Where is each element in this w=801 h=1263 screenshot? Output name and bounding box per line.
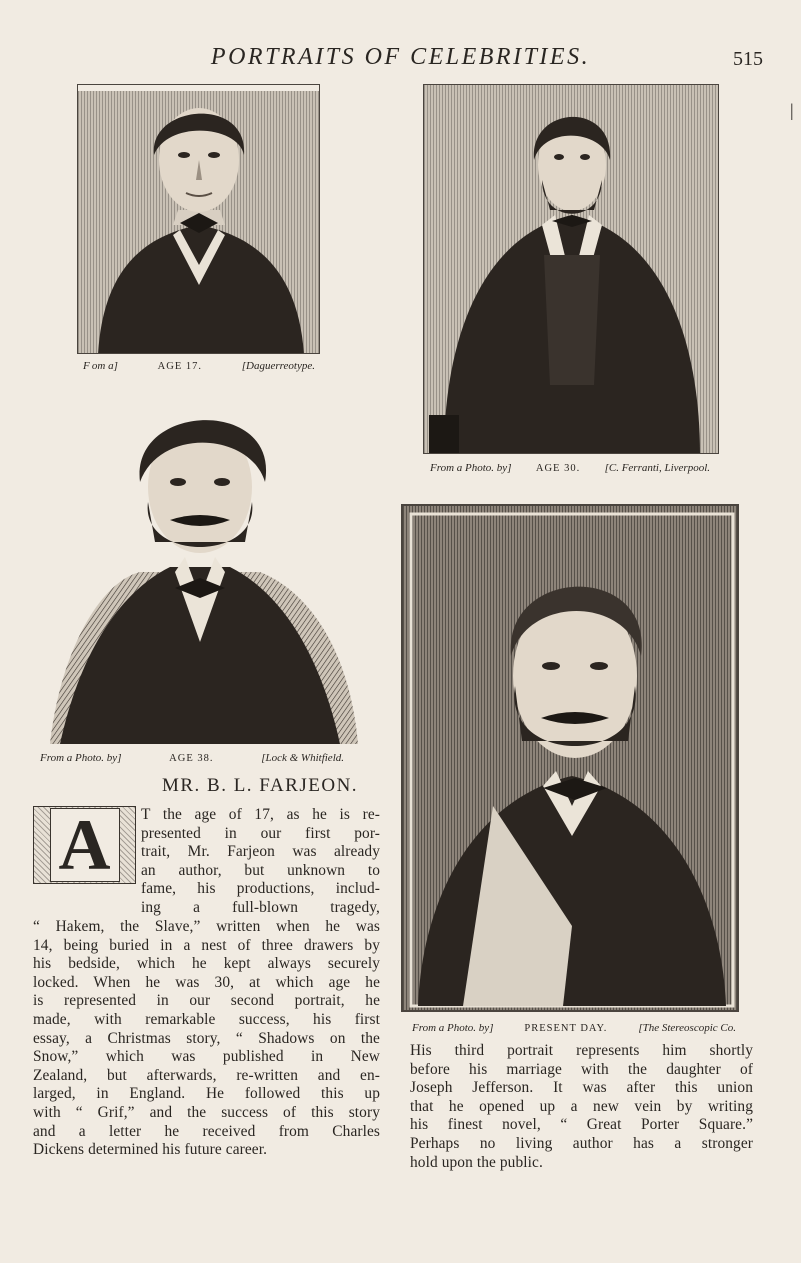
text-line: and a letter he received from Charles	[33, 1122, 380, 1140]
running-title: PORTRAITS OF CELEBRITIES.	[210, 44, 591, 70]
text-line: Snow,” which was published in New	[33, 1048, 380, 1066]
page-number: 515	[733, 48, 763, 70]
portrait-age-30	[423, 84, 719, 454]
text-line: ing a full-blown tragedy,	[141, 898, 380, 916]
credit-source: From a Photo. by]	[430, 462, 512, 474]
text-line: presented in our first por-	[141, 824, 380, 842]
credit-photographer: [C. Ferranti, Liverpool.	[604, 462, 710, 474]
text-line: His third portrait represents him shortly	[410, 1042, 753, 1059]
text-line: Joseph Jefferson. It was after this union	[410, 1079, 753, 1097]
credit-age: PRESENT DAY.	[524, 1023, 608, 1034]
text-line: Zealand, but afterwards, re-written and en-	[33, 1066, 380, 1084]
credit-source: From a Photo. by]	[40, 752, 122, 764]
caption-age-38	[40, 752, 344, 764]
portrait-present-day	[401, 504, 739, 1012]
credit-source: From a Photo. by]	[412, 1022, 494, 1034]
ornamental-drop-cap-icon	[33, 806, 136, 884]
text-line: 14, being buried in a nest of three drawers by	[33, 936, 380, 954]
text-line: fame, his productions, includ-	[141, 880, 380, 898]
caption-age-17	[83, 360, 315, 372]
portrait-engraving-icon	[403, 506, 739, 1012]
text-line: his bedside, which he kept always securely	[33, 955, 380, 973]
credit-age: AGE 38.	[169, 753, 214, 764]
text-line: with “ Grif,” and the success of this story	[33, 1103, 380, 1121]
article-body-left-full	[33, 918, 380, 1160]
text-line: Dickens determined his future career.	[33, 1141, 268, 1159]
text-line: is represented in our second portrait, he	[33, 992, 380, 1010]
portrait-engraving-icon	[78, 85, 320, 354]
portrait-age-38	[40, 392, 360, 744]
text-line: made, with remarkable success, his first	[33, 1010, 380, 1028]
text-line: his finest novel, “ Great Porter Square.”	[410, 1116, 753, 1134]
text-line: trait, Mr. Farjeon was already	[141, 843, 380, 861]
text-line: “ Hakem, the Slave,” written when he was	[33, 918, 380, 935]
text-line: essay, a Christmas story, “ Shadows on the	[33, 1029, 380, 1047]
credit-source: F om a]	[83, 360, 118, 372]
portrait-age-17	[77, 84, 320, 354]
drop-cap-letter: A	[50, 808, 120, 882]
credit-photographer: [Lock & Whitfield.	[261, 752, 344, 764]
portrait-engraving-icon	[424, 85, 719, 454]
text-line: hold upon the public.	[410, 1153, 543, 1171]
portrait-engraving-icon	[40, 392, 360, 744]
text-line: Perhaps no living author has a stronger	[410, 1134, 753, 1152]
caption-age-30	[430, 462, 710, 474]
text-line: locked. When he was 30, at which age he	[33, 973, 380, 991]
text-line: before his marriage with the daughter of	[410, 1060, 753, 1078]
credit-photographer: [Daguerreotype.	[241, 360, 315, 372]
caption-present-day	[412, 1022, 736, 1034]
credit-age: AGE 17.	[157, 361, 203, 372]
credit-age: AGE 30.	[535, 463, 581, 474]
article-body-left	[141, 806, 380, 918]
article-body-right	[410, 1042, 753, 1172]
text-line: larged, in England. He followed this up	[33, 1085, 380, 1103]
edge-mark: |	[790, 100, 794, 120]
text-line: T the age of 17, as he is re-	[141, 806, 380, 823]
text-line: that he opened up a new vein by writing	[410, 1097, 753, 1115]
credit-photographer: [The Stereoscopic Co.	[638, 1022, 736, 1034]
article-title: MR. B. L. FARJEON.	[161, 775, 359, 796]
text-line: an author, but unknown to	[141, 861, 380, 879]
